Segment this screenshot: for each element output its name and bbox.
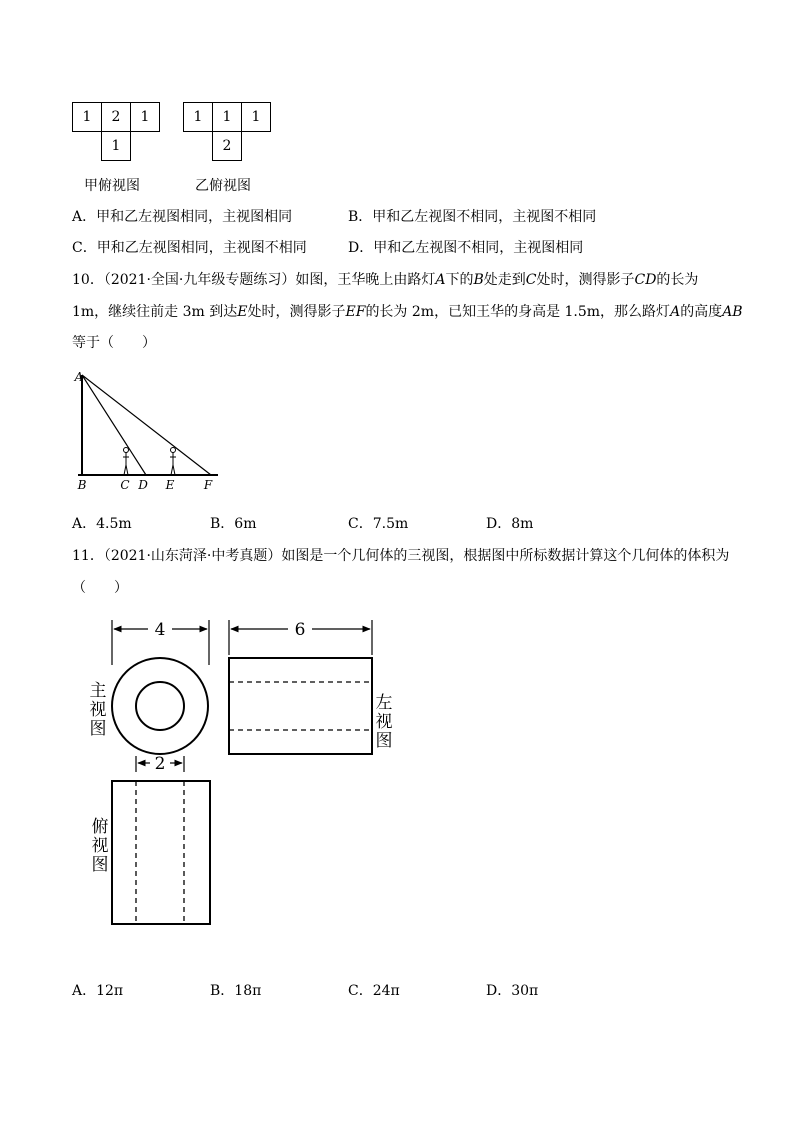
q9-option-a[interactable]: A．甲和乙左视图相同，主视图相同	[72, 209, 293, 225]
label-side-view	[374, 694, 394, 751]
label-side-char: 图	[375, 731, 393, 751]
label-f: F	[203, 478, 213, 492]
dim-inner-label: 2	[154, 754, 166, 774]
label-top-char: 俯	[91, 817, 109, 837]
label-d: D	[138, 478, 148, 492]
grid-yi-cell-3: 1	[241, 102, 271, 132]
q11-option-a[interactable]: A．12π	[72, 983, 124, 999]
front-view-inner-circle	[136, 682, 184, 730]
dim-front-label: 4	[154, 620, 166, 640]
q11-option-d[interactable]: D．30π	[486, 983, 539, 999]
label-c: C	[120, 478, 130, 492]
label-e: E	[165, 478, 175, 492]
q10-text: 下的	[445, 272, 474, 288]
front-view-outer-circle	[112, 658, 208, 754]
q10-var: A	[670, 304, 681, 320]
q10-text: 处时，测得影子	[536, 272, 635, 288]
grid-jia-cell-3: 1	[130, 102, 160, 132]
q10-var: E	[237, 304, 248, 320]
label-front-char: 视	[89, 700, 107, 720]
q11-option-c[interactable]: C．24π	[348, 983, 400, 999]
person-at-c	[123, 448, 129, 476]
label-side-char: 左	[375, 693, 393, 713]
grid-jia-cell-1: 1	[72, 102, 102, 132]
q9-option-c[interactable]: C．甲和乙左视图相同，主视图不相同	[72, 240, 307, 256]
q10-line-3: 等于（ ）	[72, 335, 156, 351]
label-front-view	[88, 682, 108, 739]
q9-option-b[interactable]: B．甲和乙左视图不相同，主视图不相同	[348, 209, 597, 225]
q10-line-2	[72, 302, 743, 322]
q10-line-1	[72, 270, 698, 290]
grid-yi-caption: 乙俯视图	[195, 178, 251, 194]
q10-var: AB	[722, 304, 743, 320]
q10-text: 处时，测得影子	[247, 304, 346, 320]
q10-option-d[interactable]: D．8m	[486, 516, 534, 532]
grid-jia-caption: 甲俯视图	[84, 178, 140, 194]
q10-option-a[interactable]: A．4.5m	[72, 516, 132, 532]
light-ray-ad	[82, 375, 146, 475]
q9-option-d[interactable]: D．甲和乙左视图不相同，主视图相同	[348, 240, 584, 256]
q11-line-1: 11．（2021·山东菏泽·中考真题）如图是一个几何体的三视图，根据图中所标数据计算这个几何体的体积为	[72, 548, 730, 564]
label-top-char: 视	[91, 836, 109, 856]
q10-text: 的长为 2m，已知王华的身高是 1.5m，那么路灯	[365, 304, 671, 320]
q10-option-b[interactable]: B．6m	[210, 516, 257, 532]
grid-yi-cell-2: 1	[212, 102, 242, 132]
q10-var: B	[473, 272, 484, 288]
q10-text: 处走到	[483, 272, 526, 288]
q11-option-b[interactable]: B．18π	[210, 983, 262, 999]
q10-text: 的长为	[656, 272, 699, 288]
grid-jia-cell-bottom: 1	[101, 131, 131, 161]
q10-option-c[interactable]: C．7.5m	[348, 516, 409, 532]
label-front-char: 主	[89, 681, 107, 701]
q10-var: A	[435, 272, 446, 288]
label-b: B	[77, 478, 87, 492]
label-a: A	[74, 370, 84, 384]
side-view-rect	[229, 658, 372, 754]
person-at-e	[170, 448, 176, 476]
label-top-char: 图	[91, 855, 109, 875]
q10-text: 1m，继续往前走 3m 到达	[72, 304, 238, 320]
q10-text: 10．（2021·全国·九年级专题练习）如图，王华晚上由路灯	[72, 272, 436, 288]
dim-side-label: 6	[294, 620, 306, 640]
grid-yi-cell-bottom: 2	[212, 131, 242, 161]
label-front-char: 图	[89, 719, 107, 739]
q10-var: CD	[634, 272, 657, 288]
top-view-rect	[112, 781, 210, 924]
q10-var: EF	[345, 304, 366, 320]
q10-var: C	[525, 272, 537, 288]
label-side-char: 视	[375, 712, 393, 732]
q11-line-2: （ ）	[72, 580, 128, 596]
streetlight-figure	[70, 362, 230, 497]
grid-yi-cell-1: 1	[183, 102, 213, 132]
label-top-view	[90, 818, 110, 875]
grid-jia-cell-2: 2	[101, 102, 131, 132]
light-ray-af	[82, 375, 211, 475]
three-view-figure	[80, 610, 400, 930]
q10-text: 的高度	[680, 304, 723, 320]
